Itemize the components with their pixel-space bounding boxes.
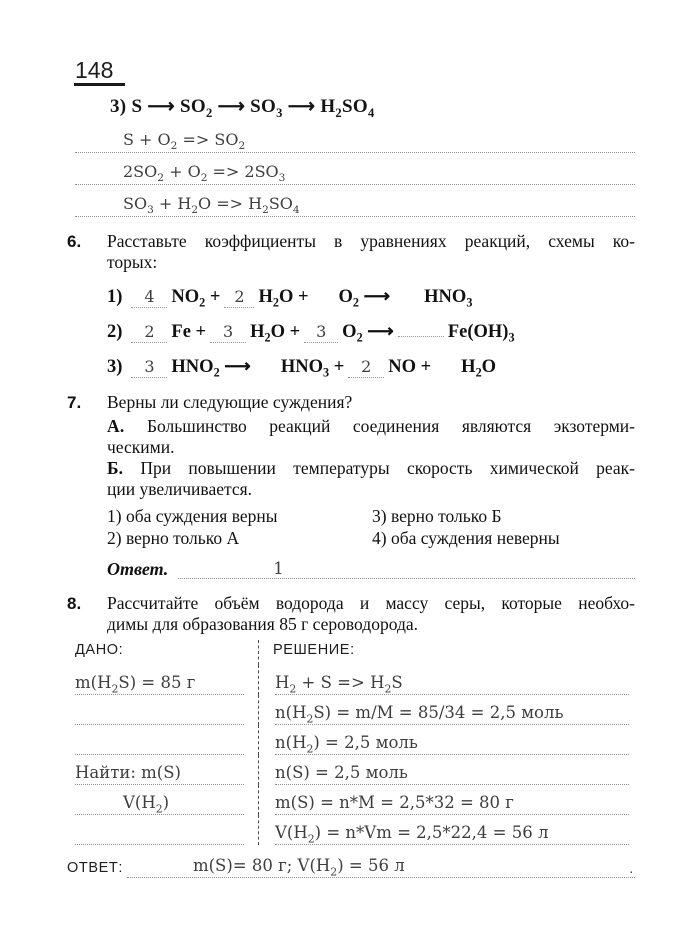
exercise-7-title: Верны ли следующие суждения? bbox=[107, 392, 353, 413]
equation-3 bbox=[107, 356, 635, 378]
answer-line-2 bbox=[75, 153, 635, 185]
solution-step-3: $n(H_2) = 2,5$ моль bbox=[275, 732, 418, 756]
option-4: 4) оба суждения неверны bbox=[372, 527, 560, 548]
formula-text: $O_2$ ⟶ bbox=[338, 287, 391, 310]
formula-text: NO + bbox=[388, 357, 432, 378]
coefficient-blank: 2 bbox=[348, 356, 384, 378]
find-label: Найти: m(S) bbox=[75, 762, 181, 782]
exercise-8-title-line-2: димы для образования 85 г сероводорода. bbox=[107, 614, 418, 635]
solution-cell bbox=[258, 755, 635, 785]
answer-text: $SO_3 + H_2O => H_2SO_4$ bbox=[123, 194, 300, 217]
final-answer-row bbox=[67, 853, 635, 878]
chain-answer-lines bbox=[67, 121, 635, 217]
formula-text: $HNO_3$ bbox=[424, 287, 473, 310]
answer-value: 1 bbox=[273, 558, 284, 578]
coefficient-blank: 3 bbox=[210, 321, 246, 343]
answer-rule bbox=[178, 557, 635, 579]
coefficient-blank: 2 bbox=[224, 286, 254, 308]
formula-text: $O_2$ ⟶ bbox=[342, 322, 394, 345]
page-number: 148 bbox=[74, 58, 125, 86]
solution-header-label: РЕШЕНИЕ: bbox=[273, 642, 355, 659]
answer-text: $2SO_2 + O_2 => 2SO_3$ bbox=[123, 162, 286, 185]
find-volume: $V(H_2)$ bbox=[123, 792, 170, 816]
coefficient-blank: 4 bbox=[131, 286, 167, 308]
option-3: 3) верно только Б bbox=[372, 506, 502, 527]
solution-step-5: m(S) = n*M = 2,5*32 = 80 г bbox=[275, 792, 514, 812]
exercise-7 bbox=[67, 392, 635, 579]
answer-label: Ответ. bbox=[107, 559, 169, 580]
given-mass: $m(H_2S) = 85$ г bbox=[75, 672, 196, 696]
given-header-label: ДАНО: bbox=[75, 642, 124, 659]
statement-b-continuation: ции увеличивается. bbox=[107, 479, 253, 500]
chain-equation: 3) S ⟶ $SO_2$ ⟶ $SO_3$ ⟶ $H_2SO_4$ bbox=[110, 96, 375, 120]
solution-step-6: $V(H_2) = n*Vm = 2,5*22,4 = 56$ л bbox=[275, 822, 549, 846]
final-answer-rule bbox=[127, 853, 635, 878]
exercise-8-title-line-1: Рассчитайте объём водорода и массу серы, которые необхо- bbox=[107, 593, 635, 614]
answer-row bbox=[107, 557, 635, 579]
solution-header bbox=[258, 640, 635, 665]
answer-text: $S + O_2 => SO_2$ bbox=[123, 130, 246, 153]
coefficient-blank: 3 bbox=[304, 321, 338, 343]
exercise-6-title-line-1: Расставьте коэффициенты в уравнениях реакций, схемы ко- bbox=[107, 231, 635, 252]
given-cell bbox=[67, 695, 258, 725]
equation-2 bbox=[107, 321, 635, 343]
rule-end-period: . bbox=[629, 862, 633, 878]
equation-label: 1) bbox=[107, 287, 123, 308]
final-answer-value: m(S)= 80 г; $V(H_2) = 56$ л bbox=[192, 855, 405, 879]
formula-text: $H_2O$ + bbox=[250, 322, 301, 345]
option-2: 2) верно только А bbox=[107, 527, 240, 548]
exercise-8-number: 8. bbox=[67, 594, 82, 614]
formula-text: $H_2O$ + bbox=[258, 287, 309, 310]
formula-text: $HNO_2$ ⟶ bbox=[171, 357, 251, 380]
statement-b bbox=[107, 458, 635, 479]
answer-line-1 bbox=[75, 121, 635, 153]
exercise-top bbox=[67, 95, 635, 217]
given-cell bbox=[67, 665, 258, 695]
options-grid bbox=[107, 506, 635, 549]
solution-cell bbox=[258, 695, 635, 725]
exercise-6-number: 6. bbox=[67, 232, 82, 252]
statement-a bbox=[107, 416, 635, 437]
solution-cell bbox=[258, 725, 635, 755]
solution-cell bbox=[258, 815, 635, 845]
formula-text: $Fe(OH)_3$ bbox=[447, 322, 515, 345]
formula-text: Fe + bbox=[171, 322, 207, 343]
statement-b-text: При повышении температуры скорость химической реак- bbox=[140, 458, 636, 479]
statement-a-text: Большинство реакций соединения являются экзотерми- bbox=[146, 416, 635, 437]
solution-step-2: $n(H_2S) = m/M = 85/34 = 2,5$ моль bbox=[275, 702, 564, 726]
final-answer-label: ОТВЕТ: bbox=[67, 860, 123, 877]
solution-step-4: n(S) = 2,5 моль bbox=[275, 762, 408, 782]
equation-1 bbox=[107, 286, 635, 308]
solution-cell bbox=[258, 665, 635, 695]
formula-text: $NO_2$ + bbox=[171, 287, 221, 310]
given-cell bbox=[67, 815, 258, 845]
solution-cell bbox=[258, 785, 635, 815]
given-header bbox=[67, 640, 258, 665]
coefficient-blank-empty bbox=[398, 336, 444, 337]
given-cell bbox=[67, 725, 258, 755]
formula-text: $H_2O$ bbox=[461, 357, 497, 380]
statement-a-continuation: ческими. bbox=[107, 437, 175, 458]
statement-b-label: Б. bbox=[107, 458, 123, 479]
option-1: 1) оба суждения верны bbox=[107, 506, 278, 527]
formula-text: $HNO_3$ + bbox=[280, 357, 345, 380]
given-cell bbox=[67, 755, 258, 785]
equation-label: 3) bbox=[107, 357, 123, 378]
exercise-6-title-line-2: торых: bbox=[107, 252, 158, 273]
exercise-6 bbox=[67, 231, 635, 378]
exercise-8 bbox=[67, 593, 635, 635]
answer-line-3 bbox=[75, 185, 635, 217]
coefficient-blank: 3 bbox=[131, 356, 167, 378]
solution-step-1: $H_2 + S => H_2S$ bbox=[275, 672, 403, 696]
given-solution-table bbox=[67, 640, 635, 845]
statement-a-label: А. bbox=[107, 416, 125, 437]
exercise-7-number: 7. bbox=[67, 393, 82, 413]
given-cell bbox=[67, 785, 258, 815]
equation-label: 2) bbox=[107, 322, 123, 343]
coefficient-blank: 2 bbox=[131, 321, 167, 343]
